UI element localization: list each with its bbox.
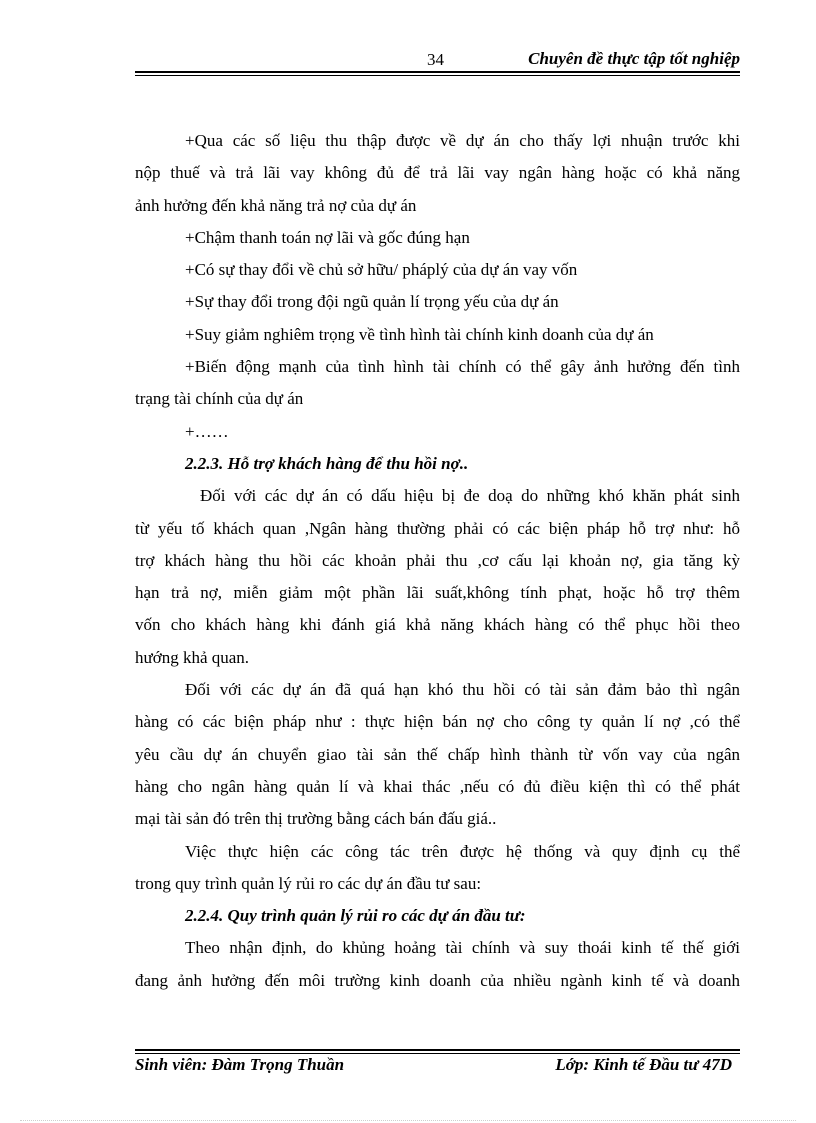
text-line: nộp thuế và trả lãi vay không đủ để trả lãi vay ngân hàng hoặc có khả năng	[135, 163, 740, 183]
text-line: Theo nhận định, do khủng hoảng tài chính và suy thoái kinh tế thế giới	[185, 938, 740, 958]
document-body	[135, 125, 740, 997]
text-line: từ yếu tố khách quan ,Ngân hàng thường phải có các biện pháp hỗ trợ như: hỗ	[135, 518, 740, 538]
text-line: trợ khách hàng thu hồi các khoản phải thu ,cơ cấu lại khoản nợ, gia tăng kỳ	[135, 550, 740, 570]
text-line: +Chậm thanh toán nợ lãi và gốc đúng hạn	[185, 227, 470, 247]
section-heading: 2.2.4. Quy trình quản lý rủi ro các dự án đầu tư:	[185, 906, 526, 926]
text-line: hàng cho ngân hàng quản lí và khai thác ,nếu có đủ điều kiện thì có thể phát	[135, 776, 740, 796]
header-rule-thin	[135, 75, 740, 76]
text-line: ảnh hưởng đến khả năng trả nợ của dự án	[135, 195, 417, 215]
footer-class: Lớp: Kinh tế Đầu tư 47D	[555, 1055, 732, 1074]
text-line: hạn trả nợ, miễn giảm một phần lãi suất,không tính phạt, hoặc hỗ trợ thêm	[135, 583, 740, 603]
page-number: 34	[427, 50, 444, 69]
text-line: +Sự thay đổi trong đội ngũ quản lí trọng yếu của dự án	[185, 292, 559, 312]
text-line: Việc thực hiện các công tác trên được hệ thống và quy định cụ thể	[185, 841, 740, 861]
text-line: yêu cầu dự án chuyển giao tài sản thế chấp hình thành từ vốn vay của ngân	[135, 744, 740, 764]
page-footer	[135, 1055, 740, 1079]
text-line: Đối với các dự án có dấu hiệu bị đe doạ do những khó khăn phát sinh	[200, 486, 740, 506]
header-rule	[135, 71, 740, 73]
text-line: vốn cho khách hàng khi đánh giá khả năng khách hàng có thể phục hồi theo	[135, 615, 740, 635]
text-line: đang ảnh hưởng đến môi trường kinh doanh của nhiều ngành kinh tế và doanh	[135, 970, 740, 990]
text-line: mại tài sản đó trên thị trường bằng cách bán đấu giá..	[135, 809, 497, 829]
text-line: +Có sự thay đổi về chủ sở hữu/ pháplý của dự án vay vốn	[185, 260, 578, 280]
text-line: trạng tài chính của dự án	[135, 389, 304, 409]
header-title: Chuyên đề thực tập tốt nghiệp	[528, 49, 740, 68]
text-line: Đối với các dự án đã quá hạn khó thu hồi có tài sản đảm bảo thì ngân	[185, 680, 740, 700]
page-bottom-border	[20, 1120, 796, 1121]
footer-rule-thin	[135, 1053, 740, 1054]
footer-student: Sinh viên: Đàm Trọng Thuần	[135, 1055, 345, 1074]
text-line: +……	[185, 421, 229, 441]
text-line: +Suy giảm nghiêm trọng về tình hình tài chính kinh doanh của dự án	[185, 324, 654, 344]
text-line: hàng có các biện pháp như : thực hiện bán nợ cho công ty quản lí nợ ,có thể	[135, 712, 740, 732]
footer-rule	[135, 1049, 740, 1051]
text-line: +Qua các số liệu thu thập được về dự án cho thấy lợi nhuận trước khi	[185, 131, 740, 150]
section-heading: 2.2.3. Hỗ trợ khách hàng để thu hồi nợ..	[185, 453, 469, 473]
text-line: +Biến động mạnh của tình hình tài chính có thể gây ảnh hưởng đến tình	[185, 357, 740, 377]
page-header	[135, 44, 740, 72]
text-line: hướng khả quan.	[135, 647, 250, 667]
text-line: trong quy trình quản lý rủi ro các dự án đầu tư sau:	[135, 873, 482, 893]
